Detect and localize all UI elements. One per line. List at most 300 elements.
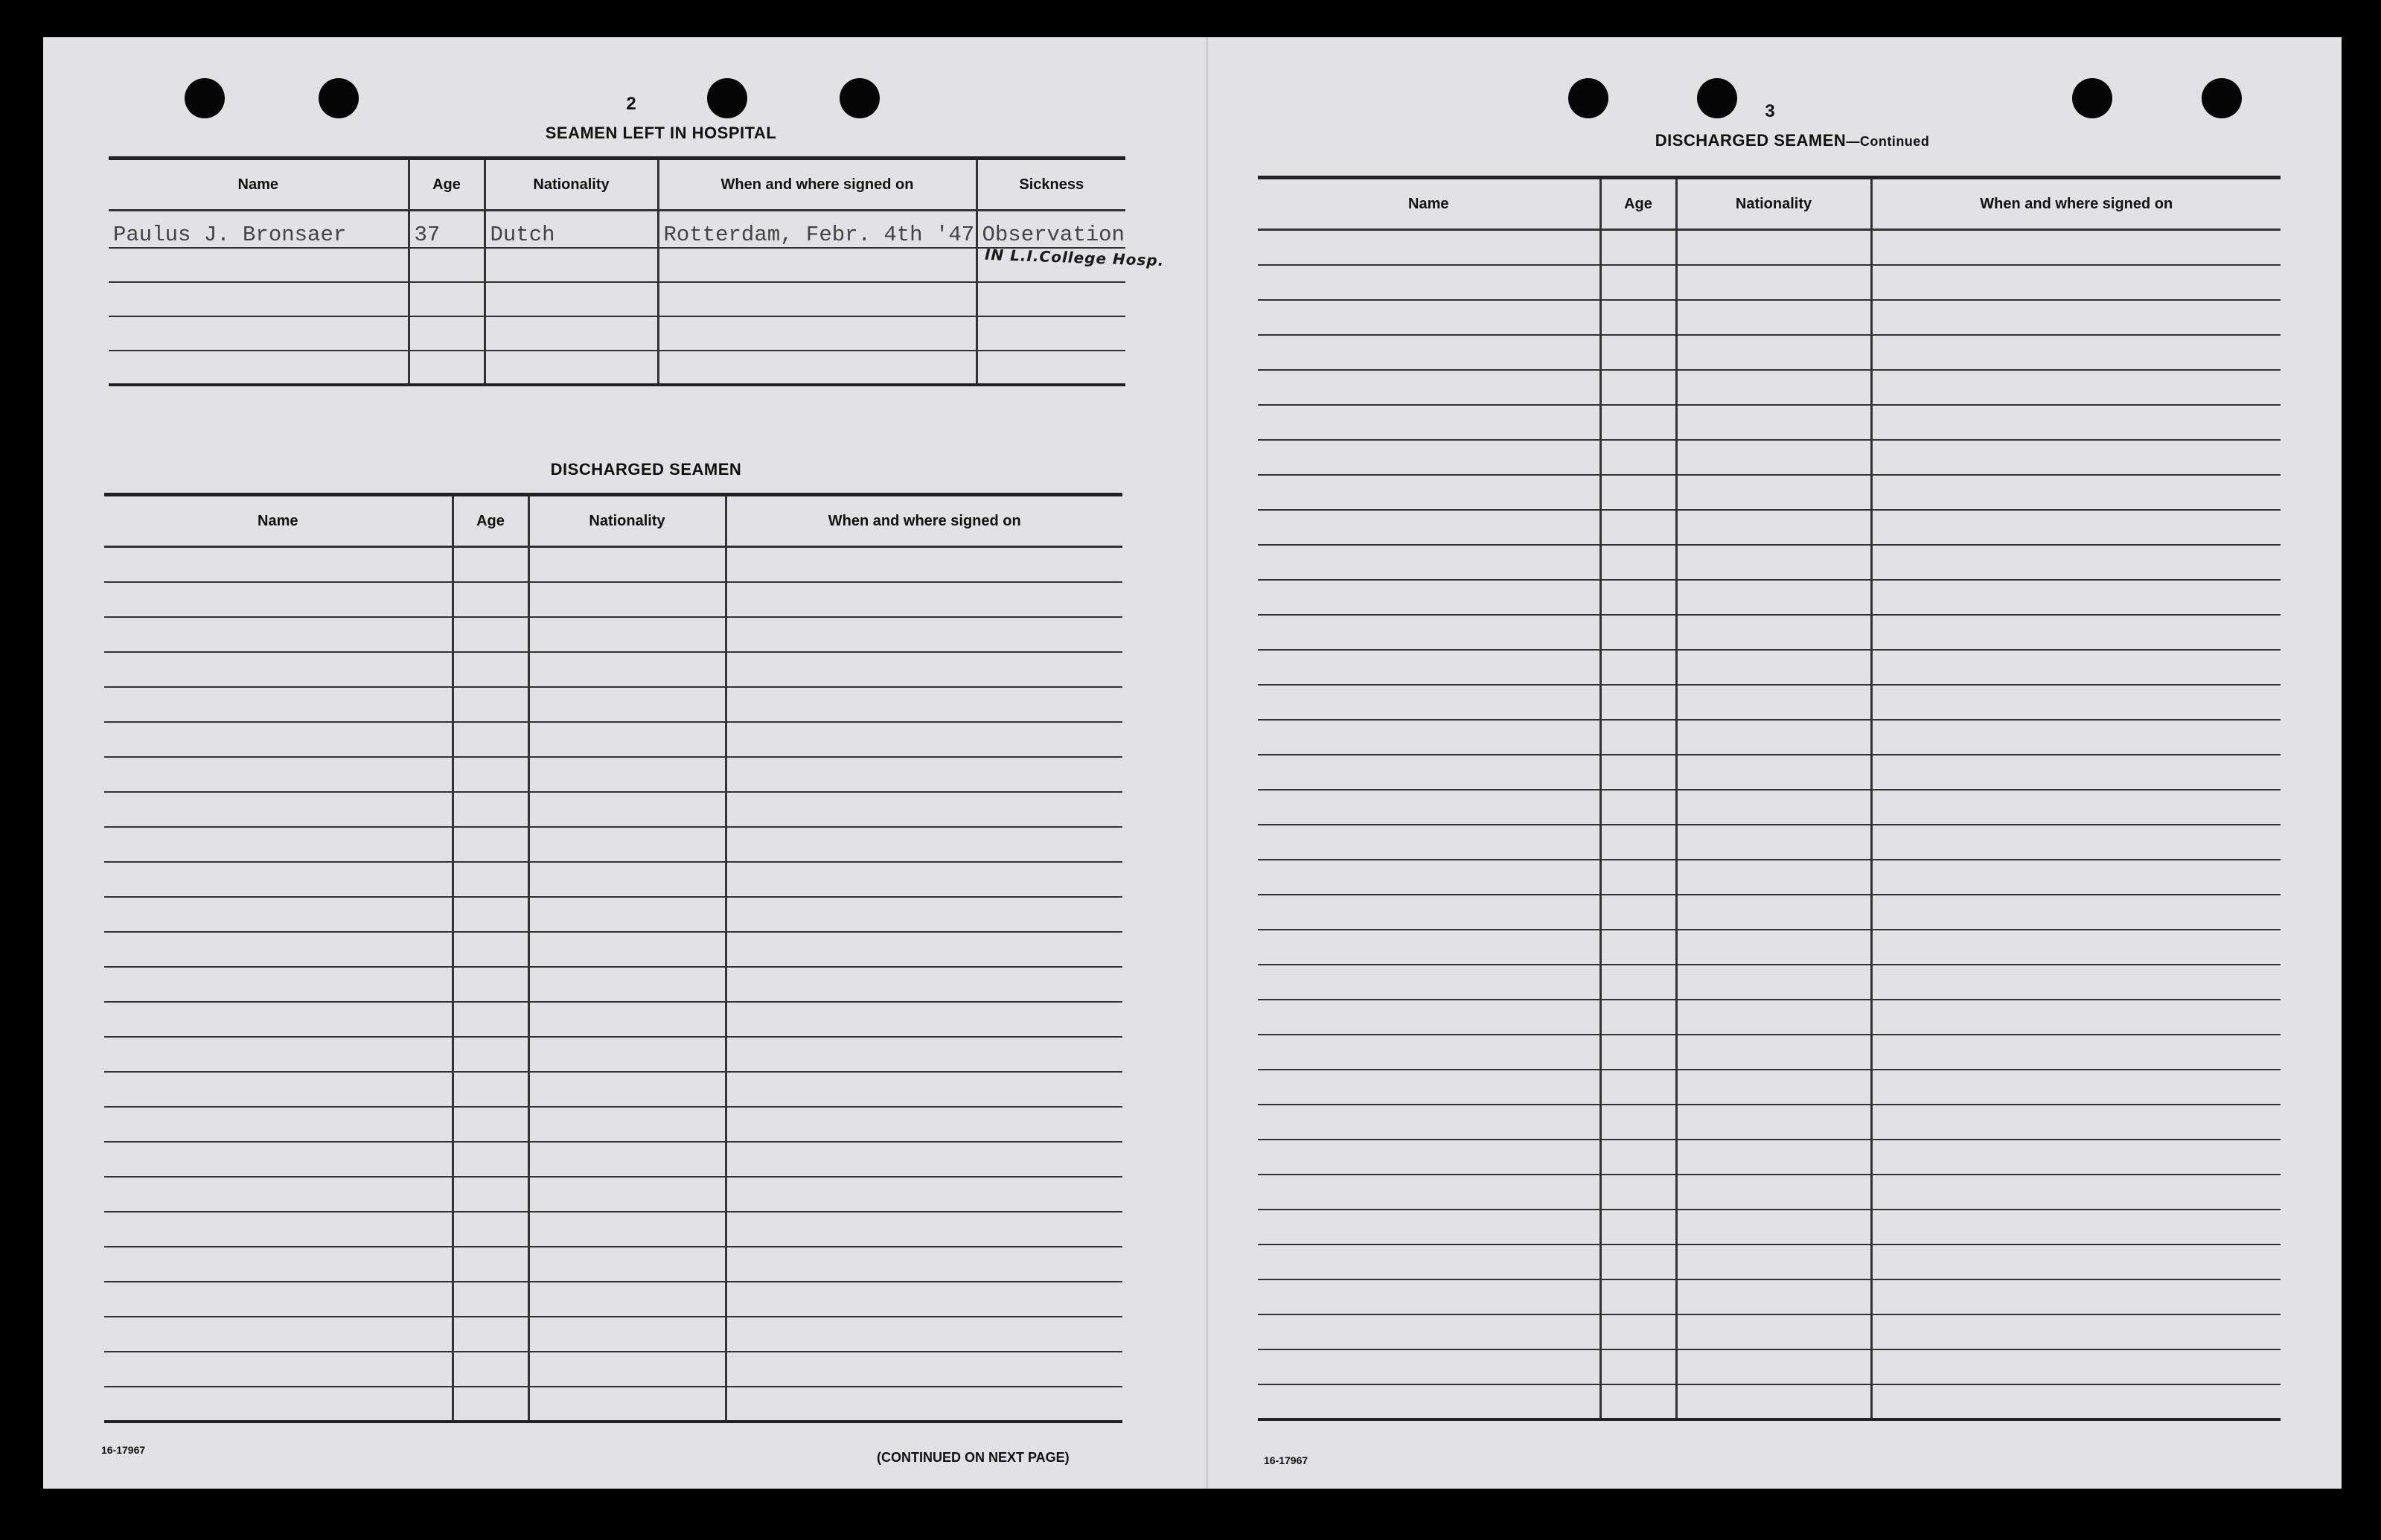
table-row [104, 582, 1122, 617]
table-cell [1258, 475, 1600, 510]
table-cell [1676, 790, 1871, 825]
table-row [1258, 545, 2281, 580]
table-cell [1600, 895, 1676, 930]
table-cell [453, 757, 528, 792]
table-cell [453, 1072, 528, 1107]
table-cell [1600, 860, 1676, 895]
table-row [104, 1072, 1122, 1107]
table-cell [726, 1037, 1122, 1072]
table-row [1258, 1349, 2281, 1384]
table-cell [1258, 965, 1600, 1000]
table-row [104, 1142, 1122, 1177]
table-cell [528, 1317, 726, 1352]
table-cell [726, 967, 1122, 1002]
table-row [1258, 860, 2281, 895]
table-row [1258, 930, 2281, 965]
table-row [1258, 965, 2281, 1000]
column-header: When and where signed on [1871, 178, 2281, 230]
page-number-left: 2 [626, 94, 636, 114]
punch-hole [1697, 78, 1737, 118]
table-row [1258, 615, 2281, 650]
table-cell [1258, 230, 1600, 265]
table-row [1258, 1175, 2281, 1210]
table-row [104, 687, 1122, 722]
table-cell: Dutch [485, 211, 658, 248]
table-cell [1600, 370, 1676, 405]
table-row [1258, 1140, 2281, 1175]
table-cell [528, 582, 726, 617]
table-cell [1871, 1314, 2281, 1349]
table-cell [104, 1177, 453, 1212]
table-cell [1258, 1245, 1600, 1279]
table-cell [1600, 1105, 1676, 1140]
table-cell [1600, 580, 1676, 615]
table-cell [453, 1002, 528, 1037]
table-cell [528, 1177, 726, 1212]
table-cell [109, 351, 409, 385]
table-cell [1258, 1140, 1600, 1175]
table-cell [485, 351, 658, 385]
table-cell [453, 967, 528, 1002]
table-cell [1676, 370, 1871, 405]
table-cell [453, 932, 528, 967]
table-cell [1600, 265, 1676, 300]
table-cell [109, 282, 409, 316]
table-cell [1600, 825, 1676, 860]
table-cell [528, 1037, 726, 1072]
table-row [104, 1387, 1122, 1422]
table-cell [485, 248, 658, 282]
table-cell [528, 617, 726, 652]
table-cell [1258, 545, 1600, 580]
table-cell [1258, 1349, 1600, 1384]
table-cell [1871, 265, 2281, 300]
table-row [1258, 1105, 2281, 1140]
table-cell [726, 617, 1122, 652]
table-cell [1676, 685, 1871, 720]
table-row [1258, 335, 2281, 370]
table-cell [1600, 615, 1676, 650]
discharged-continued-table [1258, 176, 2281, 1421]
table-cell [1871, 370, 2281, 405]
table-cell [528, 757, 726, 792]
table-row [1258, 475, 2281, 510]
table-cell [1258, 440, 1600, 475]
table-cell [1871, 790, 2281, 825]
column-header: Nationality [485, 159, 658, 211]
table-cell [104, 967, 453, 1002]
table-cell [1600, 1314, 1676, 1349]
table-cell [1600, 405, 1676, 440]
table-cell [1676, 475, 1871, 510]
table-cell [1676, 1279, 1871, 1314]
table-cell [1258, 510, 1600, 545]
table-cell [1871, 405, 2281, 440]
table-cell [1676, 825, 1871, 860]
table-cell [1258, 825, 1600, 860]
table-cell [528, 1002, 726, 1037]
table-cell [1871, 475, 2281, 510]
discharged-continued-title [1532, 131, 2053, 150]
table-cell [658, 248, 977, 282]
table-cell [1871, 1279, 2281, 1314]
table-row [1258, 1279, 2281, 1314]
table-cell [1600, 510, 1676, 545]
table-cell [1600, 685, 1676, 720]
table-cell [1871, 685, 2281, 720]
table-cell [726, 757, 1122, 792]
table-cell: Paulus J. Bronsaer [109, 211, 409, 248]
table-cell [1676, 930, 1871, 965]
table-cell [1676, 720, 1871, 755]
table-cell [1676, 1035, 1871, 1070]
table-cell [528, 1107, 726, 1142]
table-row [1258, 405, 2281, 440]
table-cell [1676, 335, 1871, 370]
table-row [109, 316, 1125, 351]
table-cell [104, 652, 453, 687]
table-cell [453, 827, 528, 862]
table-cell [1258, 1070, 1600, 1105]
table-cell [485, 282, 658, 316]
table-cell [528, 1212, 726, 1247]
table-row [1258, 755, 2281, 790]
table-row [104, 897, 1122, 932]
table-cell [1600, 1349, 1676, 1384]
table-cell [1871, 1035, 2281, 1070]
table-row [109, 211, 1125, 248]
page-fold [1206, 37, 1208, 1489]
table-cell [977, 282, 1125, 316]
table-cell [1676, 300, 1871, 335]
table-cell [104, 1002, 453, 1037]
table-cell [104, 687, 453, 722]
table-cell [1676, 615, 1871, 650]
table-cell [453, 897, 528, 932]
table-cell [1258, 265, 1600, 300]
punch-hole [1568, 78, 1608, 118]
table-cell [1600, 1070, 1676, 1105]
table-cell [1258, 685, 1600, 720]
hospital-section-title: SEAMEN LEFT IN HOSPITAL [545, 124, 777, 142]
table-cell [528, 1387, 726, 1422]
table-cell [1258, 720, 1600, 755]
table-cell [1600, 545, 1676, 580]
table-row [104, 967, 1122, 1002]
table-cell [104, 1352, 453, 1387]
table-cell [1600, 965, 1676, 1000]
punch-hole [2202, 78, 2242, 118]
table-cell [726, 792, 1122, 827]
table-cell [109, 248, 409, 282]
table-cell [1258, 370, 1600, 405]
table-cell [1258, 615, 1600, 650]
table-cell [104, 722, 453, 757]
table-row [1258, 370, 2281, 405]
table-cell [726, 1317, 1122, 1352]
table-cell [1676, 230, 1871, 265]
table-cell [1676, 1245, 1871, 1279]
table-cell [453, 1247, 528, 1282]
table-cell [726, 1282, 1122, 1317]
table-cell [726, 687, 1122, 722]
table-cell [1676, 755, 1871, 790]
table-cell [104, 1037, 453, 1072]
table-row [1258, 230, 2281, 265]
table-cell [409, 351, 485, 385]
column-header: Name [104, 495, 453, 547]
table-row [104, 1317, 1122, 1352]
table-cell [1871, 615, 2281, 650]
table-row [104, 862, 1122, 897]
document-sheet [43, 37, 2342, 1489]
table-cell [1258, 1000, 1600, 1035]
table-cell [453, 547, 528, 582]
column-header: Name [1258, 178, 1600, 230]
table-cell [1600, 790, 1676, 825]
table-cell [1258, 895, 1600, 930]
table-cell [1258, 790, 1600, 825]
table-row [1258, 300, 2281, 335]
table-cell [1871, 1175, 2281, 1210]
table-cell [528, 1142, 726, 1177]
table-cell [726, 582, 1122, 617]
table-cell [528, 827, 726, 862]
table-cell [104, 1387, 453, 1422]
table-cell [726, 862, 1122, 897]
table-cell [726, 722, 1122, 757]
table-cell [1258, 1105, 1600, 1140]
table-cell [1871, 1105, 2281, 1140]
table-row [1258, 510, 2281, 545]
table-cell [1676, 510, 1871, 545]
table-cell [104, 862, 453, 897]
punch-hole [185, 78, 225, 118]
table-cell [1258, 755, 1600, 790]
table-row [104, 1177, 1122, 1212]
table-cell [104, 932, 453, 967]
table-cell [1676, 1105, 1871, 1140]
table-cell [1600, 1035, 1676, 1070]
column-header: Age [409, 159, 485, 211]
table-cell [1600, 1140, 1676, 1175]
table-row [1258, 1000, 2281, 1035]
table-cell [453, 1212, 528, 1247]
table-cell [726, 1247, 1122, 1282]
table-cell [726, 932, 1122, 967]
table-cell [1871, 1000, 2281, 1035]
table-row [1258, 1314, 2281, 1349]
table-cell [1871, 1210, 2281, 1245]
table-cell [104, 1247, 453, 1282]
table-row [1258, 1035, 2281, 1070]
table-cell [1871, 510, 2281, 545]
table-row [109, 351, 1125, 385]
table-cell [1871, 1140, 2281, 1175]
table-cell [453, 1282, 528, 1317]
table-cell [1871, 930, 2281, 965]
table-cell [409, 316, 485, 351]
table-row [1258, 1384, 2281, 1419]
table-cell [453, 1352, 528, 1387]
table-cell [104, 1212, 453, 1247]
table-cell [1258, 1279, 1600, 1314]
table-row [1258, 825, 2281, 860]
table-row [104, 1352, 1122, 1387]
table-cell [1676, 1140, 1871, 1175]
table-cell [1258, 300, 1600, 335]
table-row [109, 248, 1125, 282]
table-cell [528, 652, 726, 687]
table-cell [726, 1177, 1122, 1212]
table-cell [1676, 965, 1871, 1000]
table-cell [1676, 405, 1871, 440]
table-cell [528, 1247, 726, 1282]
table-cell [109, 316, 409, 351]
table-row [104, 792, 1122, 827]
table-cell [1871, 580, 2281, 615]
table-cell [453, 1107, 528, 1142]
column-header: Age [453, 495, 528, 547]
table-cell [1258, 930, 1600, 965]
table-cell [1600, 1279, 1676, 1314]
table-cell [726, 1002, 1122, 1037]
table-row [1258, 895, 2281, 930]
table-cell [1871, 1245, 2281, 1279]
table-cell [1676, 650, 1871, 685]
table-row [1258, 580, 2281, 615]
handwritten-hospital-note: IN L.I.College Hosp. [984, 245, 1165, 270]
column-header: Sickness [977, 159, 1125, 211]
table-cell [1871, 825, 2281, 860]
table-cell: Observation [977, 211, 1125, 248]
table-row [1258, 440, 2281, 475]
table-cell [658, 351, 977, 385]
table-cell [104, 547, 453, 582]
table-cell [726, 1352, 1122, 1387]
table-cell [104, 617, 453, 652]
continued-suffix: —Continued [1846, 134, 1930, 149]
table-row [109, 282, 1125, 316]
table-cell [453, 1317, 528, 1352]
table-cell [1600, 650, 1676, 685]
table-row [1258, 1070, 2281, 1105]
table-row [104, 1002, 1122, 1037]
table-cell [528, 967, 726, 1002]
table-row [104, 547, 1122, 582]
table-cell [1676, 1384, 1871, 1419]
table-cell [528, 722, 726, 757]
table-row [1258, 265, 2281, 300]
table-cell [726, 1107, 1122, 1142]
table-cell [453, 687, 528, 722]
table-cell [453, 652, 528, 687]
table-cell [726, 827, 1122, 862]
table-cell [1676, 1349, 1871, 1384]
table-cell [1600, 930, 1676, 965]
table-cell [104, 1282, 453, 1317]
table-cell [409, 282, 485, 316]
table-row [104, 652, 1122, 687]
table-cell [104, 1142, 453, 1177]
table-row [1258, 685, 2281, 720]
table-row [104, 1247, 1122, 1282]
table-cell [1871, 300, 2281, 335]
table-cell [528, 792, 726, 827]
table-cell [1676, 895, 1871, 930]
table-cell [1258, 1035, 1600, 1070]
discharged-table [104, 493, 1122, 1423]
table-cell [1600, 300, 1676, 335]
table-cell [1676, 1070, 1871, 1105]
table-cell [1258, 580, 1600, 615]
table-cell [453, 617, 528, 652]
table-cell [1258, 860, 1600, 895]
table-cell [658, 282, 977, 316]
discharged-continued-title-main: DISCHARGED SEAMEN [1655, 131, 1847, 150]
table-cell [1676, 860, 1871, 895]
table-cell [1676, 1210, 1871, 1245]
table-cell: Rotterdam, Febr. 4th '47 [658, 211, 977, 248]
table-cell [726, 1387, 1122, 1422]
table-row [104, 827, 1122, 862]
table-cell [453, 722, 528, 757]
table-cell [104, 792, 453, 827]
table-cell [528, 862, 726, 897]
table-cell [1871, 335, 2281, 370]
hospital-table [109, 156, 1125, 386]
page-number-right: 3 [1765, 101, 1775, 121]
table-cell [453, 792, 528, 827]
table-cell [1600, 720, 1676, 755]
table-cell [1600, 440, 1676, 475]
table-cell [1258, 1210, 1600, 1245]
table-row [1258, 1210, 2281, 1245]
table-cell [1258, 1175, 1600, 1210]
table-row [104, 1107, 1122, 1142]
table-cell [1871, 720, 2281, 755]
table-row [1258, 790, 2281, 825]
table-cell [528, 897, 726, 932]
table-cell [1871, 650, 2281, 685]
column-header: When and where signed on [726, 495, 1122, 547]
table-cell [1871, 545, 2281, 580]
table-cell [453, 1142, 528, 1177]
form-number-left: 16-17967 [101, 1444, 146, 1456]
table-cell [1871, 860, 2281, 895]
table-cell [104, 582, 453, 617]
table-cell [1600, 1175, 1676, 1210]
table-cell [1258, 1384, 1600, 1419]
table-cell [528, 1352, 726, 1387]
punch-hole [707, 78, 747, 118]
column-header: Name [109, 159, 409, 211]
table-cell [726, 547, 1122, 582]
table-cell [104, 827, 453, 862]
table-row [104, 1212, 1122, 1247]
table-cell [453, 1037, 528, 1072]
table-cell [1871, 755, 2281, 790]
table-cell [1871, 1070, 2281, 1105]
table-cell [977, 351, 1125, 385]
column-header: Age [1600, 178, 1676, 230]
table-cell [104, 757, 453, 792]
table-cell [1600, 1384, 1676, 1419]
table-cell [1676, 1314, 1871, 1349]
table-cell [1871, 230, 2281, 265]
table-cell [409, 248, 485, 282]
form-number-right: 16-17967 [1264, 1454, 1308, 1466]
